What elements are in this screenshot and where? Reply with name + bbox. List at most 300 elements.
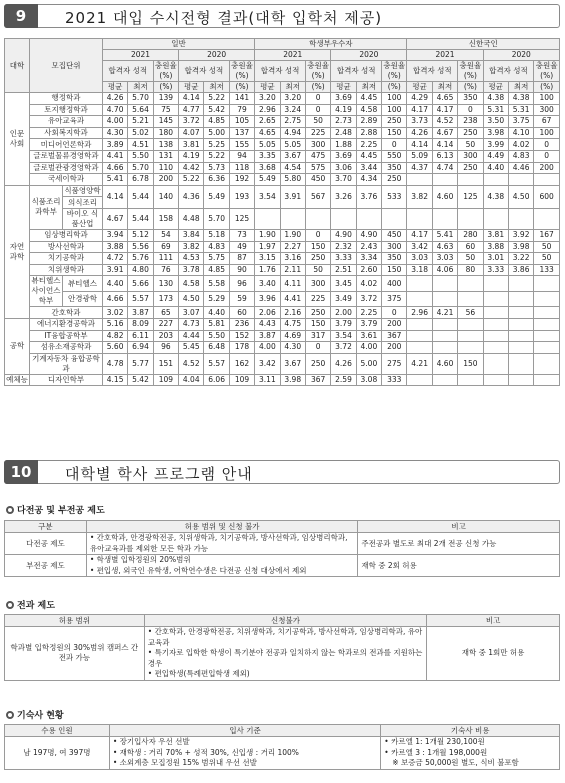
value-cell: 4.70 xyxy=(102,104,127,116)
value-cell: 4.77 xyxy=(179,104,204,116)
value-cell xyxy=(280,208,305,229)
value-cell: 3.40 xyxy=(255,276,280,292)
value-cell: 4.21 xyxy=(432,307,457,319)
value-cell: 4.19 xyxy=(179,150,204,162)
header-min: 최저 xyxy=(432,82,457,93)
value-cell: 550 xyxy=(382,150,407,162)
value-cell: 227 xyxy=(153,318,178,330)
value-cell: 3.69 xyxy=(331,93,356,105)
group-merit: 학생부우수자 xyxy=(255,39,407,50)
table-row xyxy=(5,208,560,229)
value-cell: 158 xyxy=(153,208,178,229)
value-cell: 192 xyxy=(229,174,254,186)
value-cell: 4.36 xyxy=(179,185,204,208)
value-cell: 5.44 xyxy=(128,208,153,229)
value-cell: 4.85 xyxy=(204,116,229,128)
value-cell: 3.03 xyxy=(407,253,432,265)
major-name: 기계자동차 융합공학과 xyxy=(29,353,102,374)
value-cell: 3.61 xyxy=(356,330,381,342)
value-cell xyxy=(432,208,457,229)
value-cell: 200 xyxy=(382,318,407,330)
header-min: 최저 xyxy=(356,82,381,93)
value-cell: 2.65 xyxy=(255,116,280,128)
value-cell: 4.17 xyxy=(432,104,457,116)
col-header: 수용 인원 xyxy=(5,725,110,737)
value-cell xyxy=(458,374,483,386)
major-name: 미디어언론학과 xyxy=(29,139,102,151)
value-cell: 4.72 xyxy=(102,253,127,265)
value-cell: 4.53 xyxy=(179,253,204,265)
value-cell: 4.40 xyxy=(102,276,127,292)
value-cell: 367 xyxy=(305,374,330,386)
value-cell: 2.32 xyxy=(331,241,356,253)
row-note: 주전공과 별도로 최대 2개 전공 신청 가능 xyxy=(358,533,560,555)
value-cell: 0 xyxy=(534,150,560,162)
value-cell: 4.15 xyxy=(102,374,127,386)
value-cell: 173 xyxy=(153,291,178,307)
list-item: • 카르엘 3 : 1개월 198,000원 xyxy=(384,748,558,759)
value-cell: 3.02 xyxy=(102,307,127,319)
major-name: 식품영양학 xyxy=(64,186,101,196)
value-cell: 4.29 xyxy=(407,93,432,105)
value-cell: 4.00 xyxy=(356,342,381,354)
value-cell: 180 xyxy=(153,127,178,139)
value-cell: 4.41 xyxy=(280,291,305,307)
value-cell xyxy=(458,276,483,292)
value-cell: 4.63 xyxy=(432,241,457,253)
value-cell: 450 xyxy=(305,174,330,186)
value-cell: 1.97 xyxy=(255,241,280,253)
value-cell: 300 xyxy=(305,276,330,292)
section-number: 10 xyxy=(4,460,38,484)
value-cell: 3.98 xyxy=(280,374,305,386)
value-cell: 4.52 xyxy=(179,353,204,374)
section-title: 2021 대입 수시전형 결과(대학 입학처 제공) xyxy=(65,9,383,27)
value-cell: 5.75 xyxy=(204,253,229,265)
major-name: 섬유소재공학과 xyxy=(29,342,102,354)
value-cell: 4.40 xyxy=(204,307,229,319)
value-cell: 87 xyxy=(229,253,254,265)
value-cell: 79 xyxy=(229,104,254,116)
major-name: 토지행정학과 xyxy=(29,104,102,116)
value-cell: 4.80 xyxy=(128,264,153,276)
circle-bullet-icon xyxy=(6,506,14,514)
list-item: • 소외계층 모집정원 15% 범위내 우선 선발 xyxy=(113,758,379,769)
header-score: 합격자 성적 xyxy=(102,61,153,82)
table-row xyxy=(5,139,560,151)
value-cell: 3.92 xyxy=(508,229,533,241)
value-cell: 5.41 xyxy=(102,174,127,186)
header-min: 최저 xyxy=(508,82,533,93)
value-cell: 0 xyxy=(382,307,407,319)
value-cell xyxy=(534,208,560,229)
value-cell: 5.81 xyxy=(204,318,229,330)
row-note: 재학 중 2회 허용 xyxy=(358,555,560,577)
value-cell: 4.50 xyxy=(179,291,204,307)
header-rate: 충원율 (%) xyxy=(155,61,177,80)
value-cell: 5.56 xyxy=(128,241,153,253)
header-rate: 충원율 (%) xyxy=(307,61,330,80)
value-cell: 5.70 xyxy=(128,93,153,105)
value-cell: 3.11 xyxy=(255,374,280,386)
circle-bullet-icon xyxy=(6,601,14,609)
header-pct: (%) xyxy=(382,82,407,93)
value-cell: 3.26 xyxy=(331,185,356,208)
col-header: 허용 범위 및 신청 불가 xyxy=(86,521,358,533)
value-cell: 150 xyxy=(382,264,407,276)
value-cell xyxy=(508,276,533,292)
double-major-table xyxy=(4,520,560,577)
value-cell xyxy=(508,208,533,229)
value-cell: 59 xyxy=(229,291,254,307)
value-cell: 4.67 xyxy=(102,208,127,229)
value-cell: 4.51 xyxy=(128,139,153,151)
value-cell: 600 xyxy=(534,185,560,208)
value-cell: 0 xyxy=(305,104,330,116)
value-cell xyxy=(483,330,508,342)
value-cell: 3.16 xyxy=(280,253,305,265)
value-cell: 5.50 xyxy=(204,330,229,342)
value-cell: 5.42 xyxy=(128,374,153,386)
value-cell: 133 xyxy=(534,264,560,276)
table-row xyxy=(5,116,560,128)
table-row xyxy=(5,174,560,186)
header-avg: 평균 xyxy=(483,82,508,93)
value-cell: 3.72 xyxy=(179,116,204,128)
section-9-header xyxy=(4,4,560,28)
major-name: IT융합공학부 xyxy=(29,330,102,342)
value-cell: 567 xyxy=(305,185,330,208)
value-cell: 56 xyxy=(458,307,483,319)
major-name: 안경광학 xyxy=(62,291,102,307)
value-cell xyxy=(508,374,533,386)
value-cell: 5.77 xyxy=(128,353,153,374)
value-cell: 225 xyxy=(305,127,330,139)
value-cell: 2.96 xyxy=(255,104,280,116)
value-cell: 6.36 xyxy=(204,174,229,186)
value-cell: 50 xyxy=(305,264,330,276)
value-cell: 65 xyxy=(153,307,178,319)
value-cell: 3.98 xyxy=(483,127,508,139)
value-cell: 317 xyxy=(305,330,330,342)
value-cell: 76 xyxy=(153,264,178,276)
value-cell: 75 xyxy=(153,104,178,116)
value-cell: 150 xyxy=(458,353,483,374)
value-cell: 3.86 xyxy=(508,264,533,276)
value-cell: 4.26 xyxy=(407,127,432,139)
value-cell: 4.66 xyxy=(102,291,127,307)
value-cell: 5.80 xyxy=(280,174,305,186)
value-cell: 2.73 xyxy=(331,116,356,128)
value-cell: 4.45 xyxy=(356,93,381,105)
major-name: 임상병리학과 xyxy=(29,229,102,241)
value-cell: 80 xyxy=(458,264,483,276)
value-cell: 4.65 xyxy=(255,127,280,139)
major-name: 간호학과 xyxy=(29,307,102,319)
value-cell: 5.31 xyxy=(508,104,533,116)
value-cell: 3.15 xyxy=(255,253,280,265)
value-cell: 145 xyxy=(153,116,178,128)
value-cell xyxy=(483,307,508,319)
value-cell: 125 xyxy=(458,185,483,208)
value-cell: 1.90 xyxy=(280,229,305,241)
value-cell: 1.88 xyxy=(331,139,356,151)
value-cell: 4.38 xyxy=(483,185,508,208)
value-cell: 4.40 xyxy=(483,162,508,174)
value-cell: 5.00 xyxy=(356,353,381,374)
table-row xyxy=(5,241,560,253)
value-cell: 5.22 xyxy=(204,150,229,162)
list-item: • 학생별 입학정원의 20%범위 xyxy=(90,555,357,566)
value-cell: 3.75 xyxy=(508,116,533,128)
year: 2021 xyxy=(407,50,483,61)
header-min: 최저 xyxy=(280,82,305,93)
value-cell: 3.88 xyxy=(483,241,508,253)
value-cell: 3.98 xyxy=(508,241,533,253)
list-item: • 재학생 : 거리 70% + 성적 30%, 신입생 : 거리 100% xyxy=(113,748,379,759)
table-row xyxy=(5,104,560,116)
value-cell: 3.70 xyxy=(331,174,356,186)
value-cell: 4.30 xyxy=(102,127,127,139)
value-cell: 50 xyxy=(305,116,330,128)
value-cell: 111 xyxy=(153,253,178,265)
value-cell: 280 xyxy=(458,229,483,241)
value-cell: 4.49 xyxy=(483,150,508,162)
value-cell: 5.49 xyxy=(204,185,229,208)
value-cell xyxy=(483,353,508,374)
value-cell: 300 xyxy=(305,139,330,151)
value-cell: 3.06 xyxy=(331,162,356,174)
value-cell xyxy=(407,291,432,307)
value-cell: 3.24 xyxy=(280,104,305,116)
value-cell xyxy=(508,353,533,374)
list-item: • 특기자로 입학한 학생이 특기분야 전공과 일치하지 않는 학과로의 전과를 지원하는 경우 xyxy=(148,648,425,669)
college-name: 예체능 xyxy=(6,374,28,384)
value-cell: 4.58 xyxy=(356,104,381,116)
value-cell: 575 xyxy=(305,162,330,174)
value-cell: 3.96 xyxy=(255,291,280,307)
header-score: 합격자 성적 xyxy=(483,61,534,82)
heading-text: 다전공 및 부전공 제도 xyxy=(17,506,105,516)
value-cell: 69 xyxy=(153,241,178,253)
value-cell: 275 xyxy=(382,353,407,374)
value-cell: 4.45 xyxy=(356,150,381,162)
value-cell: 5.05 xyxy=(255,139,280,151)
col-header: 구분 xyxy=(5,521,87,533)
value-cell xyxy=(305,208,330,229)
year: 2021 xyxy=(255,50,331,61)
value-cell: 5.49 xyxy=(255,174,280,186)
value-cell: 250 xyxy=(458,127,483,139)
year: 2021 xyxy=(102,50,178,61)
value-cell: 3.49 xyxy=(331,291,356,307)
value-cell: 2.25 xyxy=(356,307,381,319)
value-cell xyxy=(407,174,432,186)
value-cell: 3.78 xyxy=(179,264,204,276)
value-cell: 4.46 xyxy=(508,162,533,174)
value-cell: 3.72 xyxy=(331,342,356,354)
value-cell xyxy=(458,208,483,229)
value-cell: 167 xyxy=(534,229,560,241)
value-cell: 3.07 xyxy=(179,307,204,319)
value-cell: 2.48 xyxy=(331,127,356,139)
value-cell: 2.06 xyxy=(255,307,280,319)
value-cell: 333 xyxy=(382,374,407,386)
value-cell: 3.91 xyxy=(280,185,305,208)
value-cell: 5.58 xyxy=(204,276,229,292)
major-name: 의식조리 xyxy=(62,197,102,209)
value-cell: 3.08 xyxy=(356,374,381,386)
value-cell: 54 xyxy=(153,229,178,241)
value-cell xyxy=(508,174,533,186)
value-cell: 151 xyxy=(153,353,178,374)
value-cell: 2.51 xyxy=(331,264,356,276)
transfer-table xyxy=(4,614,560,681)
value-cell: 3.81 xyxy=(483,229,508,241)
capacity: 남 197명, 여 397명 xyxy=(5,737,110,770)
value-cell: 105 xyxy=(229,116,254,128)
value-cell xyxy=(432,342,457,354)
value-cell xyxy=(407,276,432,292)
value-cell: 4.83 xyxy=(508,150,533,162)
value-cell: 3.68 xyxy=(255,162,280,174)
department-group: 식품조리 과학부 xyxy=(29,185,62,229)
value-cell xyxy=(407,342,432,354)
value-cell: 4.60 xyxy=(432,185,457,208)
value-cell: 3.03 xyxy=(432,253,457,265)
value-cell: 200 xyxy=(534,162,560,174)
value-cell: 137 xyxy=(229,127,254,139)
heading-text: 기숙사 현황 xyxy=(17,711,64,721)
value-cell: 0 xyxy=(382,139,407,151)
value-cell: 533 xyxy=(382,185,407,208)
value-cell: 6.06 xyxy=(204,374,229,386)
value-cell: 4.38 xyxy=(483,93,508,105)
value-cell: 3.91 xyxy=(102,264,127,276)
value-cell: 50 xyxy=(534,241,560,253)
value-cell xyxy=(432,318,457,330)
value-cell: 375 xyxy=(382,291,407,307)
value-cell: 3.69 xyxy=(331,150,356,162)
value-cell: 100 xyxy=(382,104,407,116)
value-cell: 4.73 xyxy=(179,318,204,330)
value-cell: 2.89 xyxy=(356,116,381,128)
value-cell: 155 xyxy=(229,139,254,151)
value-cell: 450 xyxy=(382,229,407,241)
value-cell: 2.16 xyxy=(280,307,305,319)
value-cell: 4.85 xyxy=(204,264,229,276)
value-cell: 5.21 xyxy=(128,116,153,128)
value-cell: 96 xyxy=(153,342,178,354)
group-general: 일반 xyxy=(102,39,254,50)
value-cell: 5.16 xyxy=(102,318,127,330)
value-cell xyxy=(458,291,483,307)
major-name: 방사선학과 xyxy=(29,241,102,253)
value-cell: 139 xyxy=(153,93,178,105)
value-cell: 3.87 xyxy=(255,330,280,342)
value-cell: 236 xyxy=(229,318,254,330)
value-cell: 4.07 xyxy=(179,127,204,139)
value-cell: 2.88 xyxy=(356,127,381,139)
value-cell: 73 xyxy=(229,229,254,241)
value-cell xyxy=(483,374,508,386)
header-avg: 평균 xyxy=(179,82,204,93)
value-cell: 350 xyxy=(458,93,483,105)
value-cell: 3.82 xyxy=(179,241,204,253)
table-row xyxy=(5,253,560,265)
major-name: 치위생학과 xyxy=(29,264,102,276)
value-cell: 5.76 xyxy=(128,253,153,265)
header-avg: 평균 xyxy=(255,82,280,93)
value-cell: 4.74 xyxy=(432,162,457,174)
value-cell: 0 xyxy=(305,93,330,105)
header-score: 합격자 성적 xyxy=(407,61,458,82)
table-row xyxy=(5,276,560,292)
value-cell: 300 xyxy=(458,150,483,162)
value-cell xyxy=(534,353,560,374)
value-cell: 4.14 xyxy=(432,139,457,151)
value-cell: 96 xyxy=(229,276,254,292)
value-cell: 3.99 xyxy=(483,139,508,151)
value-cell: 6.48 xyxy=(204,342,229,354)
header-pct: (%) xyxy=(229,82,254,93)
value-cell: 4.43 xyxy=(255,318,280,330)
value-cell xyxy=(407,208,432,229)
value-cell: 250 xyxy=(305,307,330,319)
value-cell: 4.11 xyxy=(280,276,305,292)
col-header: 입사 기준 xyxy=(109,725,380,737)
value-cell: 4.30 xyxy=(280,342,305,354)
value-cell: 60 xyxy=(229,307,254,319)
value-cell: 400 xyxy=(382,276,407,292)
value-cell: 5.00 xyxy=(204,127,229,139)
value-cell: 49 xyxy=(229,241,254,253)
circle-bullet-icon xyxy=(6,711,14,719)
value-cell: 152 xyxy=(229,330,254,342)
value-cell xyxy=(508,342,533,354)
value-cell: 90 xyxy=(229,264,254,276)
value-cell: 5.70 xyxy=(128,162,153,174)
value-cell: 4.94 xyxy=(280,127,305,139)
table-row xyxy=(5,264,560,276)
value-cell: 50 xyxy=(534,253,560,265)
list-item: • 편입학생(특례편입학생 제외) xyxy=(148,669,425,680)
value-cell: 109 xyxy=(153,374,178,386)
value-cell: 200 xyxy=(382,342,407,354)
value-cell: 3.44 xyxy=(356,162,381,174)
value-cell: 250 xyxy=(382,174,407,186)
value-cell xyxy=(432,276,457,292)
table-row xyxy=(5,318,560,330)
value-cell xyxy=(534,374,560,386)
value-cell: 3.89 xyxy=(102,139,127,151)
value-cell: 5.18 xyxy=(204,229,229,241)
value-cell: 2.59 xyxy=(331,374,356,386)
value-cell: 67 xyxy=(534,116,560,128)
heading-text: 전과 제도 xyxy=(17,601,55,611)
value-cell: 5.25 xyxy=(204,139,229,151)
table-row xyxy=(5,353,560,374)
value-cell: 100 xyxy=(382,93,407,105)
value-cell: 1.76 xyxy=(255,264,280,276)
value-cell xyxy=(483,174,508,186)
value-cell: 4.75 xyxy=(280,318,305,330)
table-row xyxy=(5,127,560,139)
value-cell xyxy=(255,208,280,229)
value-cell: 2.75 xyxy=(280,116,305,128)
value-cell: 5.41 xyxy=(432,229,457,241)
value-cell: 3.82 xyxy=(407,185,432,208)
